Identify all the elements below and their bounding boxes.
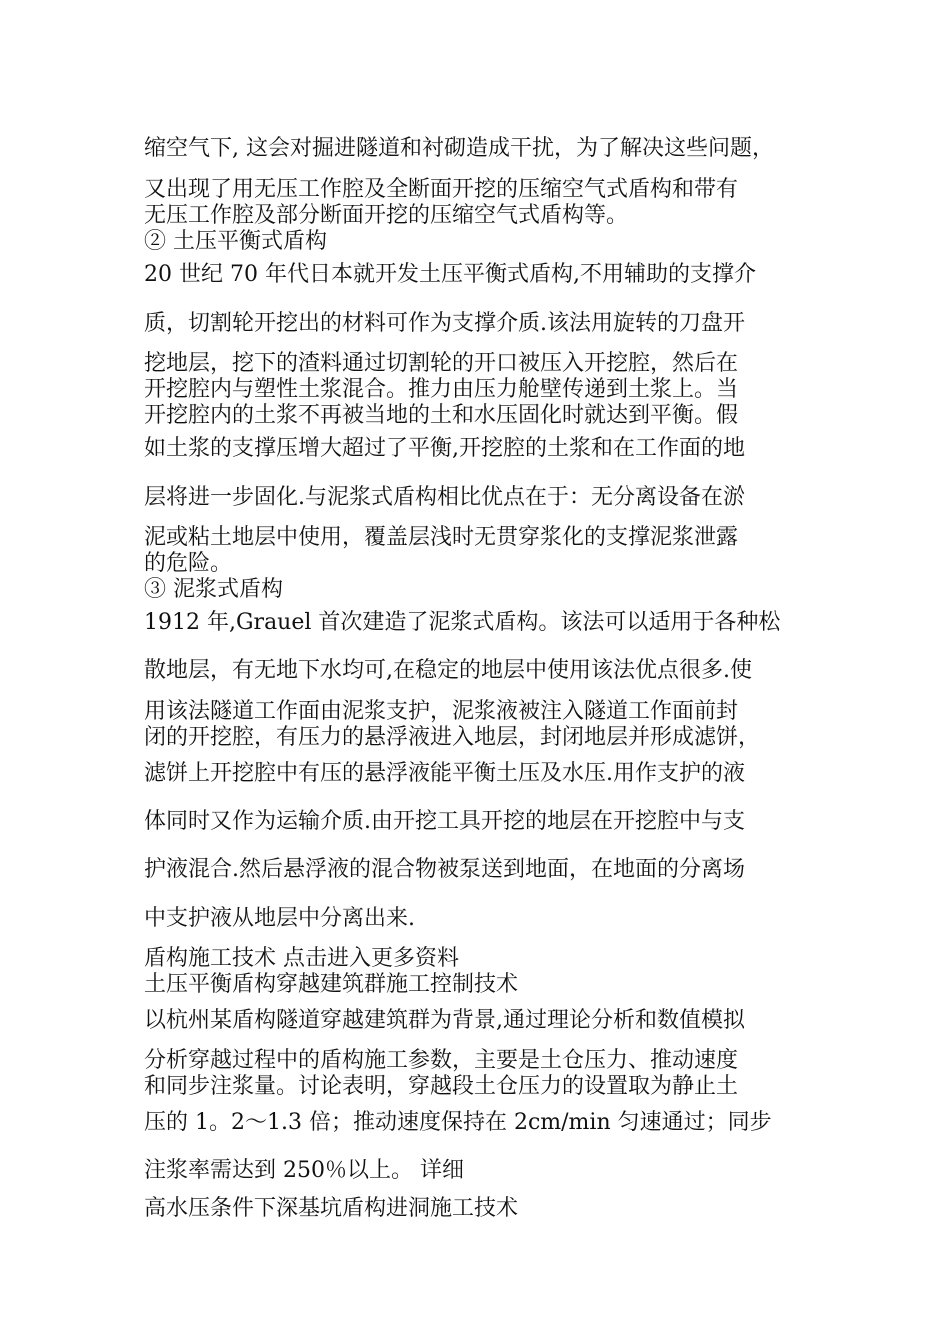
paragraph-block: 挖地层，挖下的渣料通过切割轮的开口被压入开挖腔，然后在 开挖腔内与塑性土浆混合。推力由压力舱壁传递到土浆上。当 开挖腔内的土浆不再被当地的土和水压固化时就达到平衡。假 [144,351,739,428]
paragraph-block: 分析穿越过程中的盾构施工参数，主要是土仓压力、推动速度 和同步注浆量。讨论表明，穿越段土仓压力的设置取为静止土 [144,1048,739,1099]
paragraph-block: 泥或粘土地层中使用，覆盖层浅时无贯穿浆化的支撑泥浆泄露 的危险。 ③ 泥浆式盾构 [144,525,739,602]
paragraph-line: 注浆率需达到 250％以上。 详细 [144,1158,464,1183]
paragraph-line: 1912 年,Grauel 首次建造了泥浆式盾构。该法可以适用于各种松 [144,610,781,635]
paragraph-line: 如土浆的支撑压增大超过了平衡,开挖腔的土浆和在工作面的地 [144,436,745,461]
paragraph-line: 缩空气下, 这会对掘进隧道和衬砌造成干扰，为了解决这些问题， [144,136,774,161]
paragraph-line: 护液混合.然后悬浮液的混合物被泵送到地面，在地面的分离场 [144,857,745,882]
paragraph-block: 盾构施工技术 点击进入更多资料 土压平衡盾构穿越建筑群施工控制技术 [144,946,519,997]
paragraph-line: 高水压条件下深基坑盾构进洞施工技术 [144,1196,519,1221]
paragraph-line: 以杭州某盾构隧道穿越建筑群为背景,通过理论分析和数值模拟 [144,1008,745,1033]
paragraph-block: 又出现了用无压工作腔及全断面开挖的压缩空气式盾构和带有 无压工作腔及部分断面开挖的压缩空气式盾构等。 ② 土压平衡式盾构 [144,177,739,254]
paragraph-line: 散地层，有无地下水均可,在稳定的地层中使用该法优点很多.使 [144,658,752,683]
paragraph-line: 滤饼上开挖腔中有压的悬浮液能平衡土压及水压.用作支护的液 [144,761,745,786]
paragraph-line: 中支护液从地层中分离出来. [144,906,415,931]
paragraph-line: 体同时又作为运输介质.由开挖工具开挖的地层在开挖腔中与支 [144,809,745,834]
paragraph-line: 压的 1。2～1.3 倍；推动速度保持在 2cm/min 匀速通过；同步 [144,1110,772,1135]
paragraph-line: 20 世纪 70 年代日本就开发土压平衡式盾构,不用辅助的支撑介 [144,262,756,287]
paragraph-line: 层将进一步固化.与泥浆式盾构相比优点在于：无分离设备在淤 [144,485,745,510]
paragraph-block: 用该法隧道工作面由泥浆支护，泥浆液被注入隧道工作面前封 闭的开挖腔，有压力的悬浮液进入地层，封闭地层并形成滤饼， [144,699,761,750]
paragraph-line: 质，切割轮开挖出的材料可作为支撑介质.该法用旋转的刀盘开 [144,311,745,336]
